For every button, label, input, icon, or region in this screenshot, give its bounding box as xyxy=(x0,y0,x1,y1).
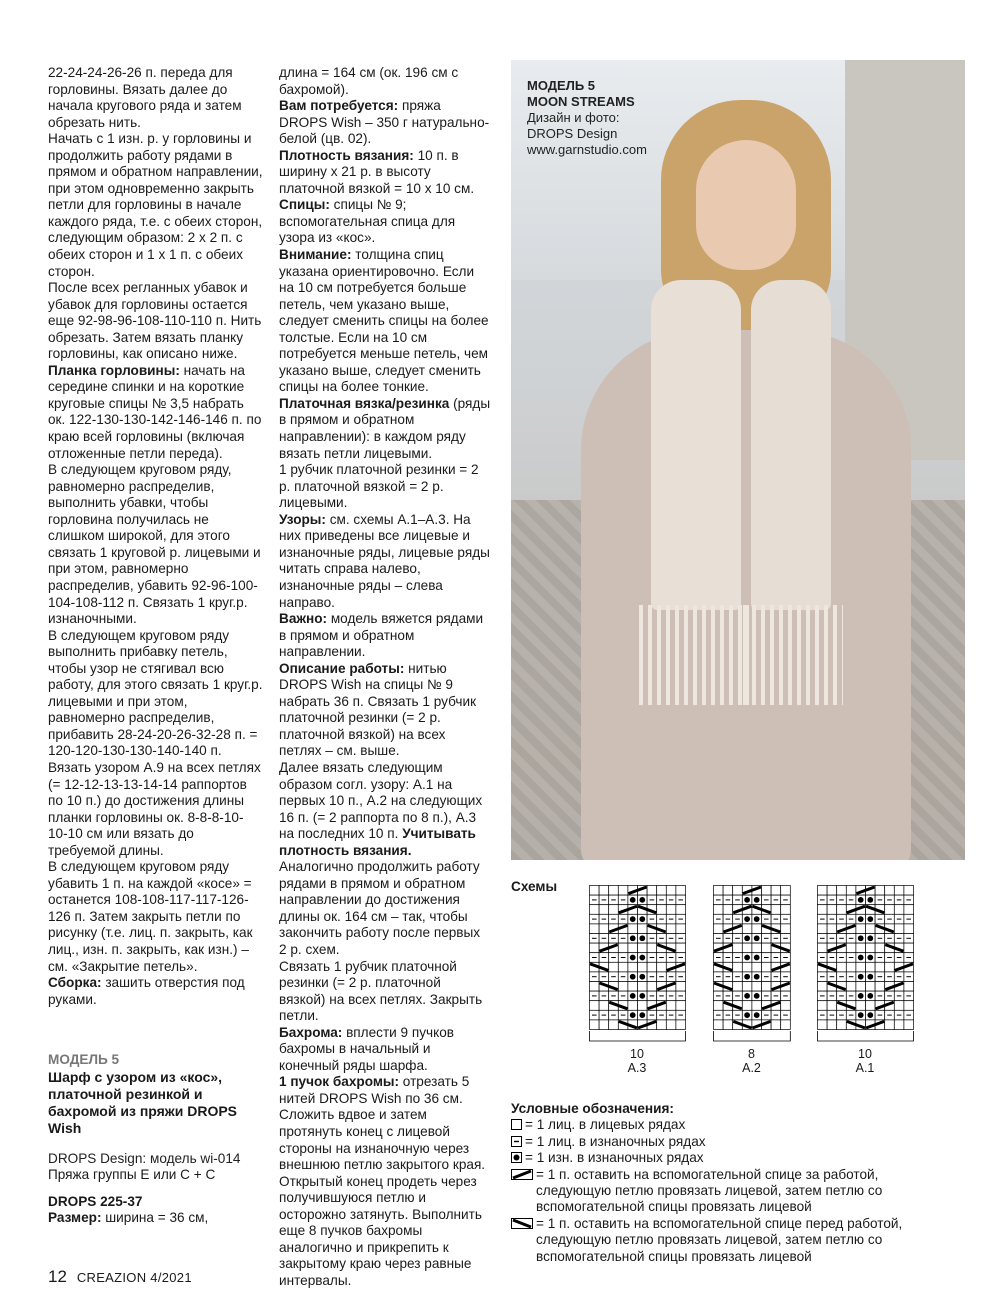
chart-cell xyxy=(676,1001,686,1011)
paragraph: Узоры: см. схемы A.1–A.3. На них приведены все лицевые и изнаночные ряды, лицевые ряды читать справа налево, изнаночные ряды – слева направо. xyxy=(279,511,490,610)
chart-cell xyxy=(676,886,686,896)
chart-cell xyxy=(781,1020,791,1030)
chart-cell xyxy=(846,886,856,896)
chart-dot xyxy=(867,897,873,903)
chart-dot xyxy=(639,974,645,980)
chart-cell xyxy=(837,886,847,896)
chart-cell xyxy=(742,924,752,934)
photo-coat xyxy=(581,330,911,860)
chart-cell xyxy=(904,905,914,915)
paragraph: После всех регланных убавок и убавок для горловины остается еще 92-98-96-108-110-110 п. Нить обрезать. Затем вязать планку горловины, как описано ниже. xyxy=(48,280,262,362)
chart-cell xyxy=(714,905,724,915)
chart-cell xyxy=(894,924,904,934)
legend-item-text: = 1 п. оставить на вспомогательной спице за работой, следующую петлю провязать лицевой, затем петлю со вспомогательной спицы провязать лицевой xyxy=(536,1166,883,1215)
chart-dot xyxy=(744,935,750,941)
chart-a3 xyxy=(589,885,695,1050)
legend-item xyxy=(511,1216,951,1265)
chart-cell xyxy=(846,962,856,972)
paragraph: Бахрома: вплести 9 пучков бахромы в начальный и конечный ряды шарфа. xyxy=(279,1024,455,1073)
chart-cell xyxy=(904,1001,914,1011)
legend xyxy=(511,1101,951,1265)
chart-a2 xyxy=(713,885,809,1050)
chart-cell xyxy=(856,962,866,972)
cable-front-icon xyxy=(511,1218,533,1229)
chart-cell xyxy=(894,886,904,896)
chart-cell xyxy=(676,1020,686,1030)
chart-cell xyxy=(723,905,733,915)
paragraph: Внимание: толщина спиц указана ориентировочно. Если на 10 см потребуется больше петель, чем указано выше, следует сменить спицы на более толстые. Если на 10 см потребуется меньше петель, чем указано выше, следует сменить спицы на более тонкие. xyxy=(279,247,489,395)
chart-dot xyxy=(754,974,760,980)
chart-cell xyxy=(904,982,914,992)
chart-cell xyxy=(733,962,743,972)
chart-cell xyxy=(752,982,762,992)
chart-cell xyxy=(904,943,914,953)
chart-cell xyxy=(752,962,762,972)
chart-a2-grid xyxy=(713,885,809,1045)
chart-cell xyxy=(904,1020,914,1030)
chart-cell xyxy=(885,905,895,915)
chart-dot xyxy=(630,916,636,922)
chart-cell xyxy=(875,886,885,896)
chart-cell xyxy=(856,943,866,953)
chart-cell xyxy=(904,924,914,934)
chart-cell xyxy=(714,924,724,934)
model-code: DROPS 225-37 xyxy=(48,1193,143,1209)
chart-cell xyxy=(875,982,885,992)
chart-dot xyxy=(858,974,864,980)
chart-dot xyxy=(858,916,864,922)
chart-cell xyxy=(657,1020,667,1030)
chart-cell xyxy=(590,905,600,915)
chart-dot xyxy=(858,935,864,941)
chart-dot xyxy=(858,1012,864,1018)
paragraph: 1 пучок бахромы: отрезать 5 нитей DROPS Wish по 36 см. Сложить вдвое и затем протянуть конец с лицевой стороны на изнаночную через внешнюю петлю закрытого края. Открытый конец продеть через получившуюся петлю и осторожно затянуть. Выполнить еще 8 пучков бахромы аналогично и прикрепить к закрытому краю через равные интервалы. xyxy=(279,1074,486,1288)
chart-cell xyxy=(714,886,724,896)
paragraph: Связать 1 рубчик платочной резинки (= 2 р. платочной вязкой) на всех петлях. Закрыть петли. xyxy=(279,958,483,1024)
photo-scarf-right xyxy=(751,280,831,610)
chart-cell xyxy=(733,982,743,992)
legend-item xyxy=(511,1150,951,1166)
caption-name: MOON STREAMS xyxy=(527,94,635,109)
chart-cell xyxy=(827,886,837,896)
chart-a2-label: A.2 xyxy=(742,1061,761,1075)
paragraph: Спицы: спицы № 9; вспомогательная спица для узора из «кос». xyxy=(279,197,456,246)
chart-bracket xyxy=(590,1031,686,1041)
chart-dot xyxy=(744,916,750,922)
dash-square-icon xyxy=(511,1136,522,1147)
paragraph: Планка горловины: начать на середине спинки и на короткие круговые спицы № 3,5 набрать ок. 122-130-130-142-146-146 п. по краю всей горловины (включая отложенные петли переда). xyxy=(48,362,262,461)
caption-design-label: Дизайн и фото: xyxy=(527,110,620,125)
magazine-name: CREAZION 4/2021 xyxy=(76,1270,192,1285)
chart-dot xyxy=(639,993,645,999)
dot-square-icon xyxy=(511,1152,522,1163)
chart-cell xyxy=(657,905,667,915)
chart-cell xyxy=(818,943,828,953)
chart-cell xyxy=(894,1020,904,1030)
chart-cell xyxy=(733,943,743,953)
chart-cell xyxy=(771,1020,781,1030)
chart-dot xyxy=(630,993,636,999)
chart-a3-grid xyxy=(589,885,695,1045)
legend-item xyxy=(511,1117,951,1133)
chart-cell xyxy=(676,924,686,934)
chart-dot xyxy=(639,955,645,961)
chart-cell xyxy=(714,1020,724,1030)
paragraph: Сборка: зашить отверстия под руками. xyxy=(48,975,245,1007)
paragraph: Плотность вязания: 10 п. в ширину х 21 р. в высоту платочной вязкой = 10 х 10 см. xyxy=(279,147,475,196)
paragraph: 22-24-24-26-26 п. переда для горловины. Вязать далее до начала кругового ряда и затем обрезать нить. xyxy=(48,65,242,130)
chart-cell xyxy=(752,1001,762,1011)
chart-dot xyxy=(858,897,864,903)
chart-cell xyxy=(638,1001,648,1011)
chart-cell xyxy=(638,943,648,953)
chart-cell xyxy=(827,924,837,934)
chart-dot xyxy=(744,897,750,903)
chart-cell xyxy=(894,905,904,915)
chart-cell xyxy=(714,1001,724,1011)
chart-cell xyxy=(590,924,600,934)
photo-fringe-left xyxy=(639,605,749,705)
chart-cell xyxy=(723,886,733,896)
chart-cell xyxy=(638,982,648,992)
chart-dot xyxy=(754,916,760,922)
chart-dot xyxy=(630,897,636,903)
legend-title: Условные обозначения: xyxy=(511,1101,674,1116)
legend-item xyxy=(511,1167,951,1216)
chart-dot xyxy=(744,955,750,961)
chart-dot xyxy=(754,955,760,961)
chart-dot xyxy=(754,1012,760,1018)
yarn-group: Пряжа группы E или C + C xyxy=(48,1167,216,1183)
paragraph: Начать с 1 изн. р. у горловины и продолжить работу рядами в прямом и обратном направлении, при этом одновременно закрыть петли для горловины в начале каждого ряда, т.е. с обеих сторон, следующим образом: 2 х 2 п. с обеих сторон и 1 х 1 п. с обеих сторон. xyxy=(48,131,263,279)
chart-dot xyxy=(630,955,636,961)
chart-dot xyxy=(744,993,750,999)
chart-cell xyxy=(590,943,600,953)
chart-dot xyxy=(867,916,873,922)
chart-dot xyxy=(744,1012,750,1018)
empty-square-icon xyxy=(511,1119,522,1130)
legend-item-text: = 1 лиц. в изнаночных рядах xyxy=(525,1133,706,1149)
chart-cell xyxy=(827,905,837,915)
chart-dot xyxy=(639,916,645,922)
text-column-2 xyxy=(279,65,491,1289)
chart-cell xyxy=(866,1001,876,1011)
chart-cell xyxy=(781,886,791,896)
chart-cell xyxy=(676,905,686,915)
chart-cell xyxy=(638,924,648,934)
caption-model: МОДЕЛЬ 5 xyxy=(527,78,596,93)
chart-cell xyxy=(818,1001,828,1011)
chart-cell xyxy=(781,905,791,915)
chart-cell xyxy=(742,962,752,972)
model-label: МОДЕЛЬ 5 xyxy=(48,1052,120,1068)
chart-dot xyxy=(754,993,760,999)
chart-cell xyxy=(818,982,828,992)
photo-scarf-left xyxy=(651,280,741,610)
chart-cell xyxy=(781,924,791,934)
paragraph: Важно: модель вяжется рядами в прямом и обратном направлении. xyxy=(279,611,484,660)
chart-cell xyxy=(866,982,876,992)
chart-cell xyxy=(618,886,628,896)
chart-cell xyxy=(647,962,657,972)
chart-cell xyxy=(856,1001,866,1011)
chart-a1 xyxy=(817,885,917,1050)
chart-a3-label: A.3 xyxy=(627,1061,647,1075)
chart-cell xyxy=(762,886,772,896)
chart-cell xyxy=(647,886,657,896)
chart-cell xyxy=(818,886,828,896)
chart-dot xyxy=(867,1012,873,1018)
chart-cell xyxy=(666,886,676,896)
chart-dot xyxy=(744,974,750,980)
chart-cell xyxy=(781,1001,791,1011)
chart-cell xyxy=(894,1001,904,1011)
paragraph: Далее вязать следующим образом согл. узору: A.1 на первых 10 п., A.2 на следующих 16 п. (= 2 раппорта по 8 п.), A.3 на последних 10 п. Учитывать плотность вязания. xyxy=(279,759,483,858)
chart-cell xyxy=(742,982,752,992)
chart-cell xyxy=(599,905,609,915)
model-photo xyxy=(511,60,965,860)
chart-cell xyxy=(846,943,856,953)
caption-site: www.garnstudio.com xyxy=(527,142,647,157)
chart-dot xyxy=(639,935,645,941)
chart-cell xyxy=(875,943,885,953)
chart-cell xyxy=(827,1001,837,1011)
photo-caption xyxy=(527,78,647,158)
chart-cell xyxy=(590,886,600,896)
paragraph: 1 рубчик платочной резинки = 2 р. платочной вязкой = 2 р. лицевыми. xyxy=(279,462,479,511)
chart-cell xyxy=(771,905,781,915)
chart-dot xyxy=(867,974,873,980)
chart-dot xyxy=(630,1012,636,1018)
paragraph: В следующем круговом ряду убавить 1 п. на каждой «косе» = останется 108-108-117-117-126-126 п. Затем закрыть петли по рисунку (т.е. лиц. п. закрыть, как лиц., изн. п. закрыть, как изн.) – см. «Закрытие петель». xyxy=(48,859,253,974)
chart-cell xyxy=(609,962,619,972)
photo-fringe-right xyxy=(743,605,843,705)
chart-a1-stitches: 10 xyxy=(858,1047,872,1061)
chart-dot xyxy=(639,897,645,903)
legend-item-text: = 1 изн. в изнаночных рядах xyxy=(525,1150,704,1166)
schemes-title: Схемы xyxy=(511,879,558,894)
chart-cell xyxy=(638,962,648,972)
chart-bracket xyxy=(818,1031,914,1041)
chart-cell xyxy=(856,982,866,992)
chart-cell xyxy=(599,1001,609,1011)
chart-a3-stitches: 10 xyxy=(630,1047,644,1061)
paragraph: Аналогично продолжить работу рядами в прямом и обратном направлении до достижения длины ок. 164 см – так, чтобы закончить работу после первых 2 р. схем. xyxy=(279,859,481,957)
chart-cell xyxy=(762,943,772,953)
chart-cell xyxy=(771,886,781,896)
chart-cell xyxy=(609,1020,619,1030)
paragraph: Платочная вязка/резинка (ряды в прямом и обратном направлении): в каждом ряду вязать петли лицевыми. xyxy=(279,395,491,461)
page-number: 12 xyxy=(48,1267,67,1286)
chart-cell xyxy=(752,943,762,953)
chart-cell xyxy=(666,905,676,915)
chart-cell xyxy=(752,924,762,934)
chart-cell xyxy=(866,924,876,934)
chart-cell xyxy=(866,962,876,972)
chart-cell xyxy=(837,1020,847,1030)
chart-cell xyxy=(676,982,686,992)
chart-cell xyxy=(590,1001,600,1011)
chart-cell xyxy=(885,886,895,896)
model-designer: DROPS Design: модель wi-014 xyxy=(48,1150,241,1166)
chart-cell xyxy=(742,943,752,953)
chart-a2-stitches: 8 xyxy=(748,1047,755,1061)
paragraph: В следующем круговом ряду, равномерно распределив, выполнить убавки, чтобы горловина получилась не слишком широкой, для этого связать 1 круговой р. лицевыми и при этом, равномерно распределив, убавить 92-96-100-104-108-112 п. Связать 1 круг.р. изнаночными. xyxy=(48,462,261,627)
chart-cell xyxy=(866,943,876,953)
chart-cell xyxy=(837,905,847,915)
legend-item-text: = 1 лиц. в лицевых рядах xyxy=(525,1117,686,1133)
size-text: ширина = 36 см, xyxy=(101,1210,209,1226)
chart-cell xyxy=(590,1020,600,1030)
caption-designer: DROPS Design xyxy=(527,126,618,141)
chart-cell xyxy=(723,1020,733,1030)
chart-cell xyxy=(818,1020,828,1030)
chart-cell xyxy=(609,886,619,896)
chart-cell xyxy=(618,982,628,992)
paragraph: длина = 164 см (ок. 196 см с бахромой). xyxy=(279,65,459,97)
chart-cell xyxy=(609,905,619,915)
chart-cell xyxy=(666,924,676,934)
chart-dot xyxy=(858,955,864,961)
chart-dot xyxy=(754,897,760,903)
chart-cell xyxy=(676,943,686,953)
chart-cell xyxy=(628,924,638,934)
size-label: Размер: xyxy=(48,1210,102,1226)
model-title: Шарф с узором из «кос», платочной резинкой и бахромой из пряжи DROPS Wish xyxy=(48,1068,238,1136)
chart-cell xyxy=(818,924,828,934)
chart-dot xyxy=(630,974,636,980)
chart-cell xyxy=(657,886,667,896)
chart-dot xyxy=(858,993,864,999)
legend-item-text: = 1 п. оставить на вспомогательной спице перед работой, следующую петлю провязать лицевой, затем петлю со вспомогательной спицы провязать лицевой xyxy=(536,1215,903,1264)
paragraph: Описание работы: нитью DROPS Wish на спицы № 9 набрать 36 п. Связать 1 рубчик платочной резинки (= 2 р. платочной вязкой) на всех петлях – см. выше. xyxy=(279,660,477,759)
chart-cell xyxy=(590,982,600,992)
chart-cell xyxy=(733,886,743,896)
paragraph: Вам потребуется: пряжа DROPS Wish – 350 г натурально-белой (цв. 02). xyxy=(279,98,490,147)
size-line xyxy=(48,1210,263,1227)
chart-cell xyxy=(742,1001,752,1011)
chart-dot xyxy=(639,1012,645,1018)
chart-cell xyxy=(875,962,885,972)
text-column-1 xyxy=(48,65,263,1227)
chart-cell xyxy=(762,962,772,972)
page-footer xyxy=(48,1267,192,1287)
chart-cell xyxy=(856,924,866,934)
chart-cell xyxy=(628,962,638,972)
chart-a1-grid xyxy=(817,885,917,1045)
chart-cell xyxy=(647,982,657,992)
chart-dot xyxy=(630,935,636,941)
chart-a1-label: A.1 xyxy=(855,1061,875,1075)
chart-cell xyxy=(618,962,628,972)
chart-cell xyxy=(628,982,638,992)
chart-cell xyxy=(599,924,609,934)
chart-cell xyxy=(628,943,638,953)
paragraph: В следующем круговом ряду выполнить прибавку петель, чтобы узор не стягивал всю работу, для этого связать 1 круг.р. лицевыми и при этом, равномерно распределив, прибавить 28-24-20-26-32-28 п. = 120-120-130-130-140-140 п. xyxy=(48,627,263,759)
chart-dot xyxy=(867,955,873,961)
chart-cell xyxy=(885,962,895,972)
chart-dot xyxy=(867,935,873,941)
chart-cell xyxy=(647,943,657,953)
chart-dot xyxy=(754,935,760,941)
chart-bracket xyxy=(714,1031,791,1041)
chart-cell xyxy=(846,982,856,992)
photo-face xyxy=(696,140,796,270)
chart-cell xyxy=(657,962,667,972)
chart-cell xyxy=(837,962,847,972)
paragraph: Вязать узором A.9 на всех петлях (= 12-12-13-13-14-14 раппортов по 10 п.) до достижения длины планки горловины ок. 8-8-8-10-10-10 см или вязать до требуемой длины. xyxy=(48,759,261,858)
chart-cell xyxy=(599,1020,609,1030)
chart-dot xyxy=(867,993,873,999)
chart-cell xyxy=(827,1020,837,1030)
chart-cell xyxy=(628,1001,638,1011)
chart-cell xyxy=(599,886,609,896)
chart-cell xyxy=(885,1020,895,1030)
chart-cell xyxy=(666,1001,676,1011)
legend-item xyxy=(511,1134,951,1150)
chart-cell xyxy=(618,943,628,953)
cable-back-icon xyxy=(511,1169,533,1180)
chart-cell xyxy=(762,982,772,992)
chart-cell xyxy=(818,905,828,915)
chart-cell xyxy=(904,886,914,896)
chart-cell xyxy=(666,1020,676,1030)
